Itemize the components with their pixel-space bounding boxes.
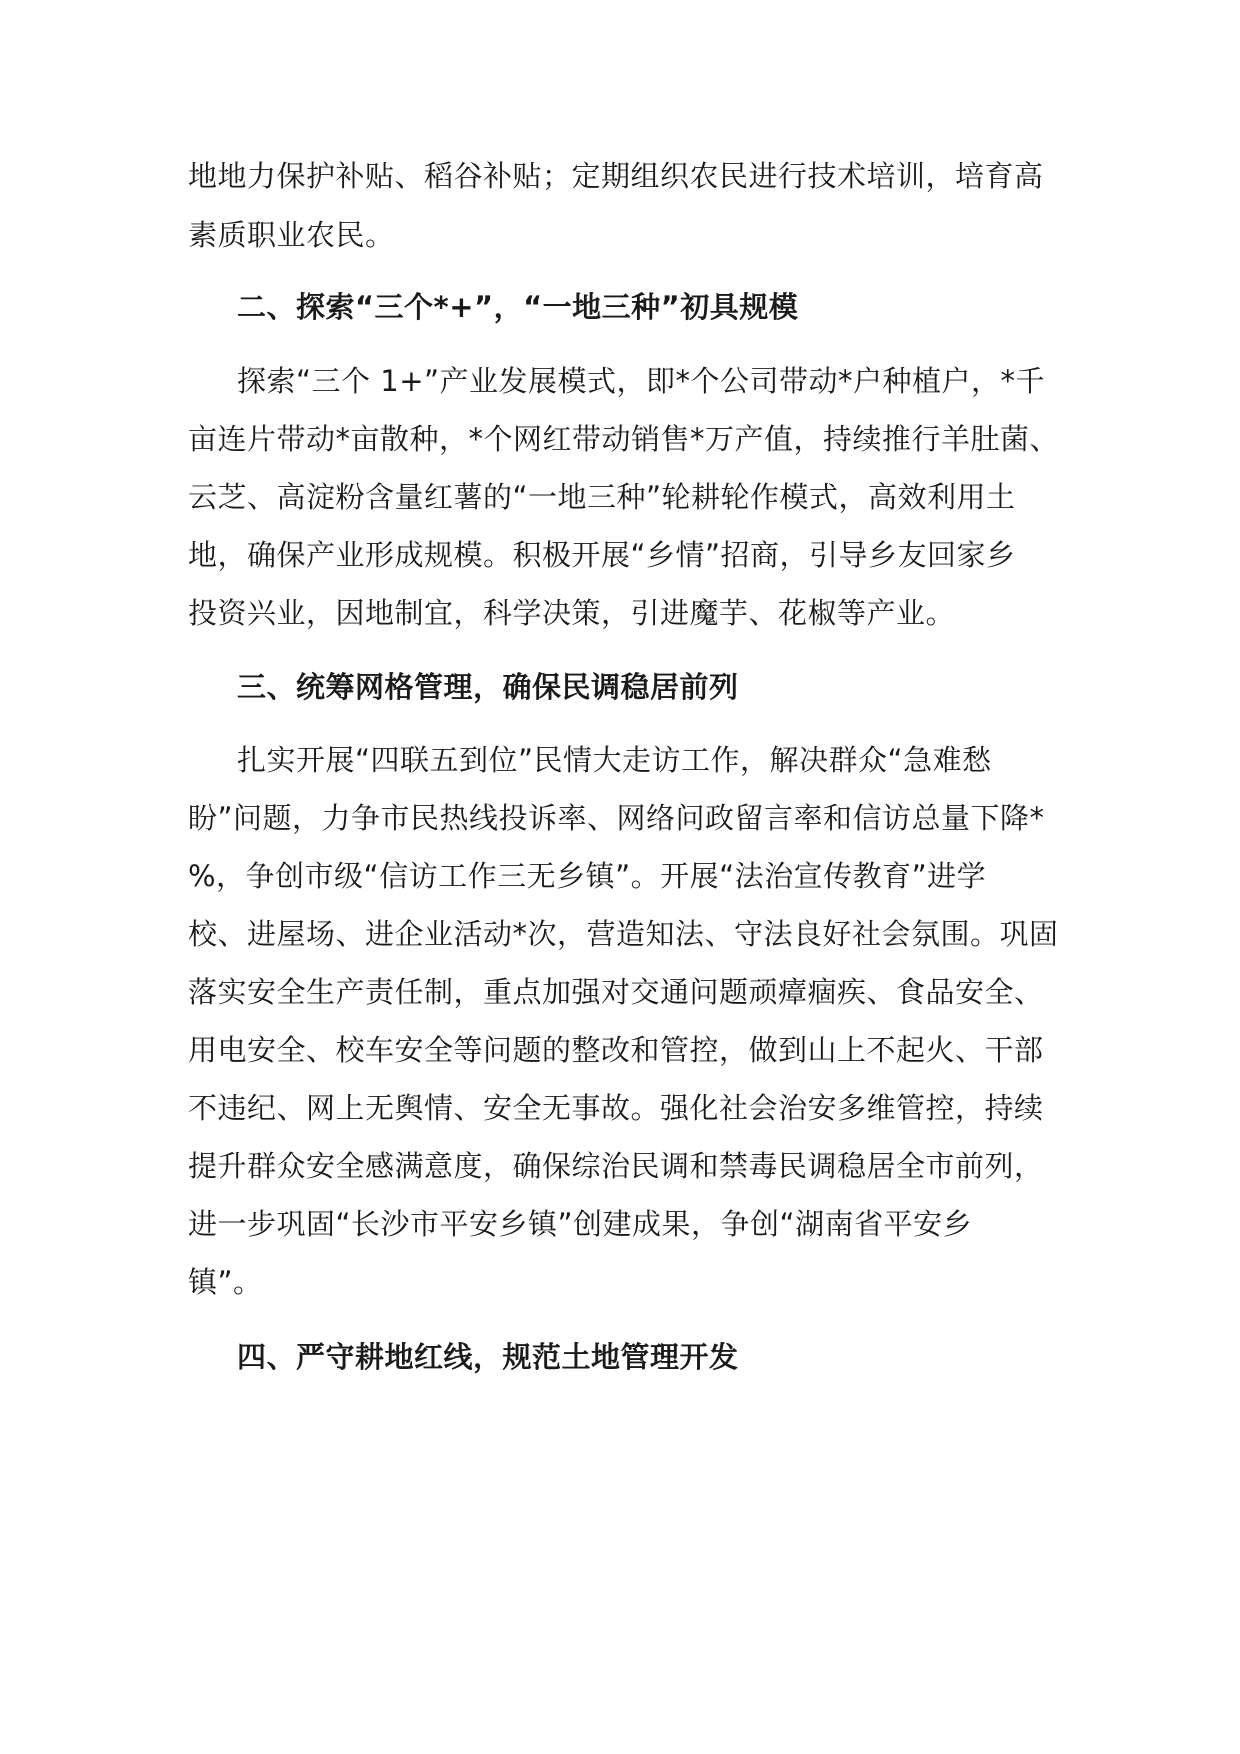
text-line: 校、进屋场、进企业活动*次，营造知法、守法良好社会氛围。巩固: [188, 917, 1059, 951]
text-line: 亩连片带动*亩散种，*个网红带动销售*万产值，持续推行羊肚菌、: [188, 422, 1060, 456]
text-line: %，争创市级“信访工作三无乡镇”。开展“法治宣传教育”进学: [188, 859, 987, 893]
section-heading: 三、统筹网格管理，确保民调稳居前列: [237, 670, 739, 704]
section-heading: 四、严守耕地红线，规范土地管理开发: [237, 1340, 739, 1374]
text-line: 投资兴业，因地制宜，科学决策，引进魔芋、花椒等产业。: [188, 596, 956, 630]
text-line: 用电安全、校车安全等问题的整改和管控，做到山上不起火、干部: [188, 1033, 1044, 1067]
text-line: 落实安全生产责任制，重点加强对交通问题顽瘴痼疾、食品安全、: [188, 975, 1044, 1009]
text-line: 地地力保护补贴、稻谷补贴；定期组织农民进行技术培训，培育高: [188, 159, 1044, 193]
text-line: 镇”。: [188, 1265, 263, 1299]
text-line: 不违纪、网上无舆情、安全无事故。强化社会治安多维管控，持续: [188, 1091, 1044, 1125]
text-line: 扎实开展“四联五到位”民情大走访工作，解决群众“急难愁: [237, 743, 992, 777]
text-line: 素质职业农民。: [188, 218, 395, 252]
text-line: 地，确保产业形成规模。积极开展“乡情”招商，引导乡友回家乡: [188, 538, 1016, 572]
text-line: 提升群众安全感满意度，确保综治民调和禁毒民调稳居全市前列，: [188, 1149, 1044, 1183]
text-line: 进一步巩固“长沙市平安乡镇”创建成果，争创“湖南省平安乡: [188, 1207, 973, 1241]
text-line: 盼”问题，力争市民热线投诉率、网络问政留言率和信访总量下降*: [188, 801, 1045, 835]
text-line: 探索“三个 1+”产业发展模式，即*个公司带动*户种植户，*千: [237, 364, 1046, 398]
text-line: 云芝、高淀粉含量红薯的“一地三种”轮耕轮作模式，高效利用土: [188, 480, 1016, 514]
section-heading: 二、探索“三个*+”，“一地三种”初具规模: [237, 290, 799, 324]
